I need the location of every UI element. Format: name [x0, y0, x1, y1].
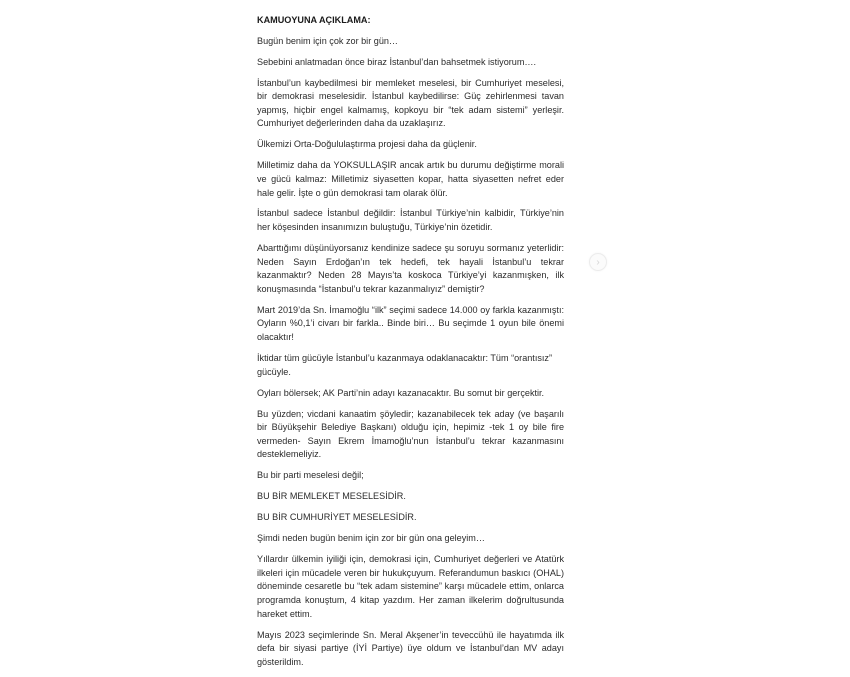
paragraph: Milletimiz daha da YOKSULLAŞIR ancak artık bu durumu değiştirme morali ve gücü kalmaz: Milletimiz siyasetten kopar, hatta siyasetten nefret eder hale gelir. İşte o gün demokrasi tam olarak ölür.: [257, 160, 564, 198]
paragraph: Bu bir parti meselesi değil;: [257, 470, 364, 481]
paragraph: BU BİR MEMLEKET MESELESİDİR.: [257, 491, 406, 502]
paragraph: Yıllardır ülkemin iyiliği için, demokrasi için, Cumhuriyet değerleri ve Atatürk ilkeleri için mücadele veren bir hukukçuyum. Referandumun baskıcı (OHAL) döneminde cesaretle bu “tek adam sistemine” karşı mücadele ettim, onlarca programda konuştum, 4 kitap yazdım. Her zaman ilkelerim doğrultusunda hareket ettim.: [257, 554, 564, 619]
next-slide-button[interactable]: [589, 253, 607, 271]
paragraph: Şimdi neden bugün benim için zor bir gün ona geleyim…: [257, 533, 485, 544]
paragraph: Bu yüzden; vicdani kanaatim şöyledir; kazanabilecek tek aday (ve başarılı bir Büyükşehir Belediye Başkanı) olduğu için, hepimiz -tek 1 oy bile fire vermeden- Sayın Ekrem İmamoğlu’nun İstanbul’u tekrar kazanmasını desteklemeliyiz.: [257, 408, 564, 460]
paragraph: Bugün benim için çok zor bir gün…: [257, 35, 399, 46]
paragraph: Mayıs 2023 seçimlerinde Sn. Meral Akşener’in teveccühü ile hayatımda ilk defa bir siyasi partiye (İYİ Partiye) üye oldum ve İstanbul’dan MV adayı gösterildim.: [257, 629, 564, 667]
statement-document: [257, 14, 564, 677]
paragraph: Oyları bölersek; AK Parti’nin adayı kazanacaktır. Bu somut bir gerçektir.: [257, 387, 545, 398]
paragraph: İstanbul sadece İstanbul değildir: İstanbul Türkiye’nin kalbidir, Türkiye’nin her köşesinden insanımızın buluştuğu, Türkiye’nin özetidir.: [257, 208, 564, 233]
paragraph: Mart 2019’da Sn. İmamoğlu “ilk” seçimi sadece 14.000 oy farkla kazanmıştı: Oyların %0,1’i civarı bir farkla.. Binde biri… Bu seçimde 1 oyun bile önemi olacaktır!: [257, 304, 564, 343]
document-title: KAMUOYUNA AÇIKLAMA:: [257, 15, 371, 25]
paragraph: İstanbul’un kaybedilmesi bir memleket meselesi, bir Cumhuriyet meselesi, bir demokrasi meselesidir. İstanbul kaybedilirse: Güç zehirlenmesi tavan yapmış, hiçbir engel kalmamış, kopkoyu bir “tek adam sistemi” yerleşir. Cumhuriyet değerlerinden daha da uzaklaşırız.: [257, 77, 564, 129]
chevron-right-icon: ›: [596, 256, 600, 268]
paragraph: İktidar tüm gücüyle İstanbul’u kazanmaya odaklanacaktır: Tüm “orantısız” gücüyle.: [257, 353, 553, 377]
paragraph: Ülkemizi Orta-Doğululaştırma projesi daha da güçlenir.: [257, 139, 477, 150]
paragraph: BU BİR CUMHURİYET MESELESİDİR.: [257, 512, 417, 523]
paragraph: Sebebini anlatmadan önce biraz İstanbul’dan bahsetmek istiyorum….: [257, 56, 537, 67]
paragraph: Abarttığımı düşünüyorsanız kendinize sadece şu soruyu sormanız yeterlidir: Neden Sayın Erdoğan’ın tek hedefi, tek hayali İstanbul’u tekrar kazanmaktır? Neden 28 Mayıs’ta koskoca Türkiye’yi kazanmışken, ilk konuşmasında “İstanbul’u tekrar kazanmalıyız” demiştir?: [257, 243, 564, 294]
